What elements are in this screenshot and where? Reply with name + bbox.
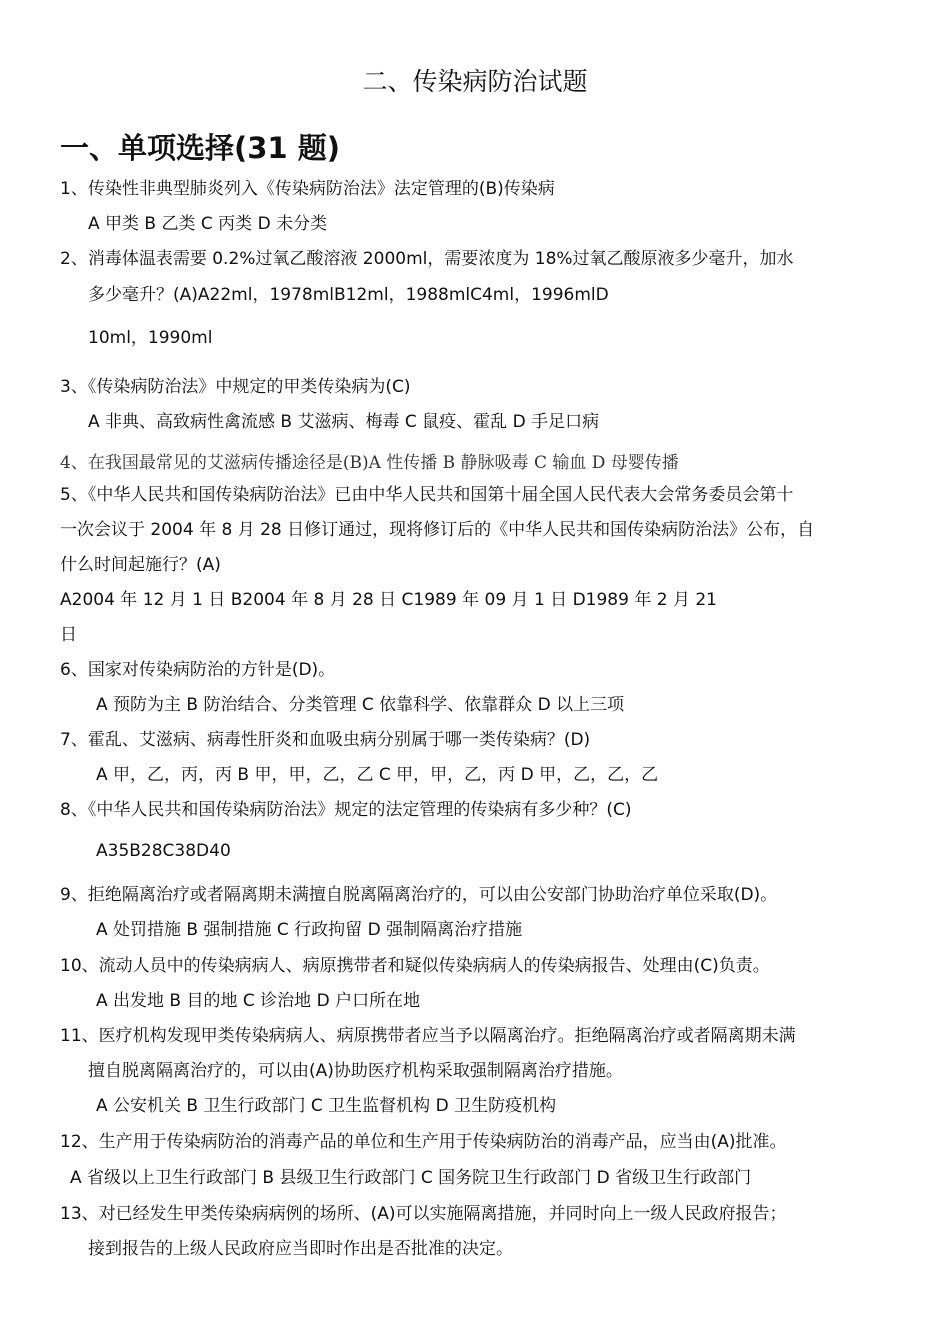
page-title: 二、传染病防治试题 [362, 67, 588, 96]
section-heading: 一、单项选择(31 题) [60, 131, 340, 165]
question-2-cont: 多少毫升？(A)A22ml，1978mlB12ml，1988mlC4ml，1996mlD [88, 285, 609, 305]
question-5-cont: 什么时间起施行？(A) [60, 555, 221, 575]
question-11-options: A 公安机关 B 卫生行政部门 C 卫生监督机构 D 卫生防疫机构 [96, 1096, 557, 1116]
question-3: 3、《传染病防治法》中规定的甲类传染病为(C) [60, 377, 411, 397]
question-1-options: A 甲类 B 乙类 C 丙类 D 未分类 [88, 214, 328, 234]
question-11: 11、医疗机构发现甲类传染病病人、病原携带者应当予以隔离治疗。拒绝隔离治疗或者隔离期未满 [60, 1026, 796, 1046]
question-13: 13、对已经发生甲类传染病病例的场所、(A)可以实施隔离措施，并同时向上一级人民政府报告； [60, 1204, 787, 1224]
question-4: 4、在我国最常见的艾滋病传播途径是(B)A 性传播 B 静脉吸毒 C 输血 D 母婴传播 [60, 453, 679, 473]
question-6: 6、国家对传染病防治的方针是(D)。 [60, 660, 336, 680]
question-5-options-cont: 日 [60, 625, 77, 645]
question-11-cont: 擅自脱离隔离治疗的，可以由(A)协助医疗机构采取强制隔离治疗措施。 [88, 1061, 623, 1081]
question-9: 9、拒绝隔离治疗或者隔离期未满擅自脱离隔离治疗的，可以由公安部门协助治疗单位采取(D)。 [60, 885, 778, 905]
question-8-options: A35B28C38D40 [96, 841, 231, 861]
question-10: 10、流动人员中的传染病病人、病原携带者和疑似传染病病人的传染病报告、处理由(C)负责。 [60, 956, 770, 976]
question-8: 8、《中华人民共和国传染病防治法》规定的法定管理的传染病有多少种？(C) [60, 800, 632, 820]
question-5: 5、《中华人民共和国传染病防治法》已由中华人民共和国第十届全国人民代表大会常务委员会第十 [60, 485, 794, 505]
question-3-options: A 非典、高致病性禽流感 B 艾滋病、梅毒 C 鼠疫、霍乱 D 手足口病 [88, 412, 600, 432]
question-12: 12、生产用于传染病防治的消毒产品的单位和生产用于传染病防治的消毒产品，应当由(A)批准。 [60, 1132, 787, 1152]
question-12-options: A 省级以上卫生行政部门 B 县级卫生行政部门 C 国务院卫生行政部门 D 省级卫生行政部门 [70, 1168, 752, 1188]
question-10-options: A 出发地 B 目的地 C 诊治地 D 户口所在地 [96, 991, 421, 1011]
question-7: 7、霍乱、艾滋病、病毒性肝炎和血吸虫病分别属于哪一类传染病？(D) [60, 730, 591, 750]
question-7-options: A 甲，乙，丙，丙 B 甲，甲，乙，乙 C 甲，甲，乙，丙 D 甲，乙，乙，乙 [96, 765, 659, 785]
question-5-options: A2004 年 12 月 1 日 B2004 年 8 月 28 日 C1989 年 09 月 1 日 D1989 年 2 月 21 [60, 590, 717, 610]
question-6-options: A 预防为主 B 防治结合、分类管理 C 依靠科学、依靠群众 D 以上三项 [96, 695, 625, 715]
question-13-cont: 接到报告的上级人民政府应当即时作出是否批准的决定。 [88, 1239, 513, 1259]
question-2-cont: 10ml，1990ml [88, 328, 213, 348]
question-5-cont: 一次会议于 2004 年 8 月 28 日修订通过，现将修订后的《中华人民共和国传染病防治法》公布，自 [60, 520, 815, 540]
question-9-options: A 处罚措施 B 强制措施 C 行政拘留 D 强制隔离治疗措施 [96, 920, 523, 940]
question-2: 2、消毒体温表需要 0.2%过氧乙酸溶液 2000ml，需要浓度为 18%过氧乙酸原液多少毫升，加水 [60, 249, 794, 269]
question-1: 1、传染性非典型肺炎列入《传染病防治法》法定管理的(B)传染病 [60, 179, 555, 199]
